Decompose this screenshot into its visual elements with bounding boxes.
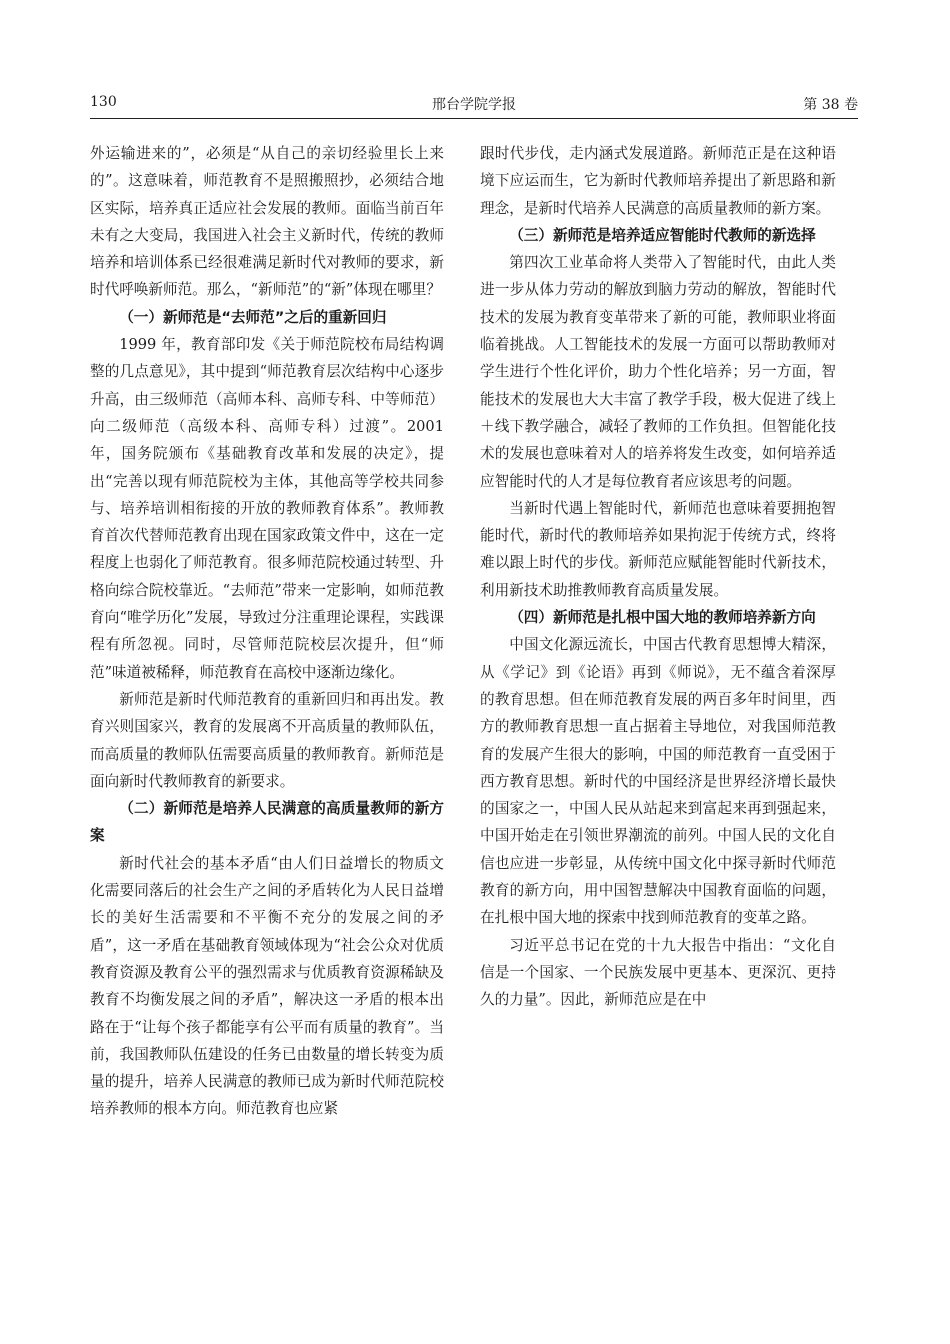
running-header	[90, 92, 858, 119]
section-heading: （三）新师范是培养适应智能时代教师的新选择	[509, 226, 816, 244]
paragraph: 习近平总书记在党的十九大报告中指出：“文化自信是一个国家、一个民族发展中更基本、更深沉、更持久的力量”。因此，新师范应是在中	[480, 936, 836, 1009]
paragraph: 新师范是新时代师范教育的重新回归和再出发。教育兴则国家兴，教育的发展离不开高质量的教师队伍，而高质量的教师队伍需要高质量的教师教育。新师范是面向新时代教师教育的新要求。	[90, 690, 444, 790]
paragraph: 中国文化源远流长，中国古代教育思想博大精深，从《学记》到《论语》再到《师说》，无不蕴含着深厚的教育思想。但在师范教育发展的两百多年时间里，西方的教师教育思想一直占据着主导地位，对我国师范教育的发展产生很大的影响，中国的师范教育一直受困于西方教育思想。新时代的中国经济是世界经济增长最快的国家之一，中国人民从站起来到富起来再到强起来，中国开始走在引领世界潮流的前列。中国人民的文化自信也应进一步彰显，从传统中国文化中探寻新时代师范教育的新方向，用中国智慧解决中国教育面临的问题，在扎根中国大地的探索中找到师范教育的变革之路。	[480, 636, 836, 927]
paragraph: 新时代社会的基本矛盾“由人们日益增长的物质文化需要同落后的社会生产之间的矛盾转化为人民日益增长的美好生活需要和不平衡不充分的发展之间的矛盾”，这一矛盾在基础教育领域体现为“社会公众对优质教育资源及教育公平的强烈需求与优质教育资源稀缺及教育不均衡发展之间的矛盾”，解决这一矛盾的根本出路在于“让每个孩子都能享有公平而有质量的教育”。当前，我国教师队伍建设的任务已由数量的增长转变为质量的提升，培养人民满意的教师已成为新时代师范院校培养教师的根本方向。师范教育也应紧	[90, 854, 444, 1118]
paragraph: 当新时代遇上智能时代，新师范也意味着要拥抱智能时代，新时代的教师培养如果拘泥于传统方式，终将难以跟上时代的步伐。新师范应赋能智能时代新技术，利用新技术助推教师教育高质量发展。	[480, 499, 836, 599]
page-number: 130	[90, 94, 117, 110]
right-column	[480, 140, 836, 1014]
volume-label: 第 38 卷	[803, 97, 858, 113]
section-heading: （二）新师范是培养人民满意的高质量教师的新方案	[90, 800, 444, 845]
paragraph: 1999 年，教育部印发《关于师范院校布局结构调整的几点意见》，其中提到“师范教育层次结构中心逐步升高，由三级师范（高师本科、高师专科、中等师范）向二级师范（高级本科、高师专科）过渡”。2001 年，国务院颁布《基础教育改革和发展的决定》，提出“完善以现有师范院校为主体，其他高等学校共同参与、培养培训相衔接的开放的教师教育体系”。教师教育首次代替师范教育出现在国家政策文件中，这在一定程度上也弱化了师范教育。很多师范院校通过转型、升格向综合院校靠近。“去师范”带来一定影响，如师范教育向“唯学历化”发展，导致过分注重理论课程，实践课程有所忽视。同时，尽管师范院校层次提升，但“师范”味道被稀释，师范教育在高校中逐渐边缘化。	[90, 336, 444, 681]
journal-title: 邢台学院学报	[432, 97, 516, 113]
paragraph: 跟时代步伐，走内涵式发展道路。新师范正是在这种语境下应运而生，它为新时代教师培养提出了新思路和新理念，是新时代培养人民满意的高质量教师的新方案。	[480, 145, 836, 217]
section-heading: （四）新师范是扎根中国大地的教师培养新方向	[509, 609, 816, 627]
paragraph: 第四次工业革命将人类带入了智能时代，由此人类进一步从体力劳动的解放到脑力劳动的解放，智能时代技术的发展为教育变革带来了新的可能，教师职业将面临着挑战。人工智能技术的发展一方面可以帮助教师对学生进行个性化评价，助力个性化培养；另一方面，智能技术的发展也大大丰富了教学手段，极大促进了线上＋线下教学融合，减轻了教师的工作负担。但智能化技术的发展也意味着对人的培养将发生改变，如何培养适应智能时代的人才是每位教育者应该思考的问题。	[480, 254, 836, 490]
left-column	[90, 140, 444, 1123]
paragraph: 外运输进来的”，必须是“从自己的亲切经验里长上来的”。这意味着，师范教育不是照搬照抄，必须结合地区实际，培养真正适应社会发展的教师。面临当前百年未有之大变局，我国进入社会主义新时代，传统的教师培养和培训体系已经很难满足新时代对教师的要求，新时代呼唤新师范。那么，“新师范”的“新”体现在哪里？	[90, 145, 444, 299]
section-heading: （一）新师范是“去师范”之后的重新回归	[119, 308, 387, 326]
